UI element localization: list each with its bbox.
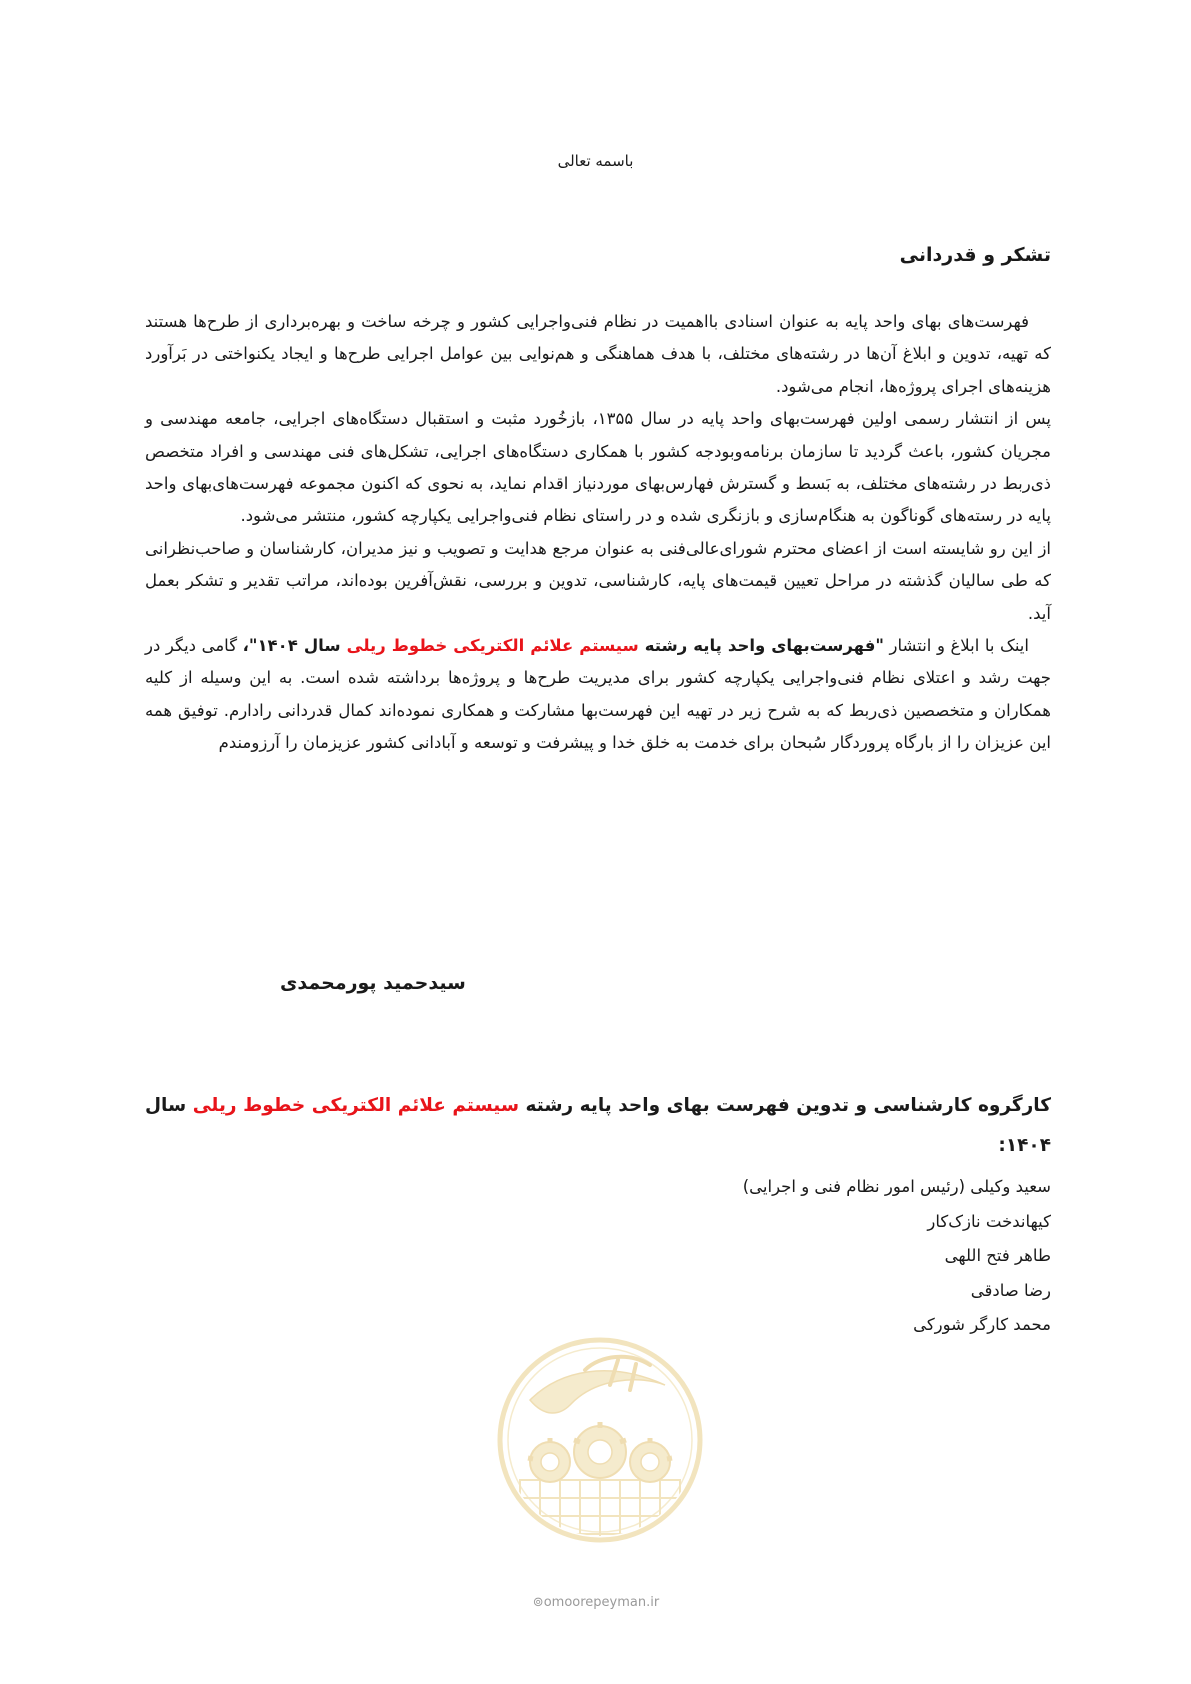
paragraph-3: از این رو شایسته است از اعضای محترم شورای‌عالی‌فنی به عنوان مرجع هدایت و تصویب و نیز مدیران، کارشناسان و صاحب‌نظرانی که طی سالیان گذشته در مراحل تعیین قیمت‌های پایه، کارشناسی، تدوین و بررسی، نقش‌آفرین بوده‌اند، مراتب تقدیر و تشکر بعمل آید. — [145, 538, 1051, 623]
member-item: طاهر فتح اللهی — [944, 1246, 1051, 1265]
member-item: کیهاندخت نازک‌کار — [927, 1211, 1051, 1231]
letter-body — [145, 240, 1051, 760]
paragraph-4 — [145, 630, 1051, 760]
workgroup-title-prefix: کارگروه کارشناسی و تدوین فهرست بهای واحد پایه رشته — [519, 1095, 1051, 1116]
workgroup-title — [145, 1086, 1051, 1166]
workgroup-title-year: سال ۱۴۰۴: — [145, 1095, 1051, 1156]
paragraph-4-bold-title: "فهرست‌بهای واحد پایه رشته — [638, 636, 884, 656]
watermark-logo-icon — [490, 1330, 710, 1620]
paragraph-4-discipline-name: سیستم علائم الکتریکی خطوط ریلی — [346, 636, 639, 656]
invocation-header: باسمه تعالی — [557, 152, 634, 170]
signatory-name: سیدحمید پورمحمدی — [280, 972, 466, 994]
paragraph-4-rest: گامی دیگر در جهت رشد و اعتلای نظام فنی‌واجرایی یکپارچه کشور برای مدیریت طرح‌ها و پروژه‌ها برداشته شده است. به این وسیله از کلیه همکاران و متخصصین ذی‌ربط که به شرح زیر در تهیه این فهرست‌بها مشارکت و همکاری نموده‌اند کمال قدردانی رادارم. توفیق همه این عزیزان را از بارگاه پروردگار سُبحان برای خدمت به خلق خدا و پیشرفت و توسعه و آبادانی کشور عزیزمان را آرزومندم — [145, 636, 1051, 753]
watermark-url: omoorepeyman.ir — [543, 1595, 660, 1610]
paragraph-4-intro: اینک با ابلاغ و انتشار — [883, 636, 1029, 656]
member-item: رضا صادقی — [970, 1280, 1051, 1300]
workgroup-member-list — [451, 1170, 1051, 1343]
acknowledgement-heading: تشکر و قدردانی — [899, 244, 1051, 266]
member-item: سعید وکیلی (رئیس امور نظام فنی و اجرایی) — [742, 1177, 1051, 1196]
paragraph-1: فهرست‌های بهای واحد پایه به عنوان اسنادی بااهمیت در نظام فنی‌واجرایی کشور و چرخه ساخت و بهره‌برداری از طرح‌ها هستند که تهیه، تدوین و ابلاغ آن‌ها در رشته‌های مختلف، با هدف هماهنگی و هم‌نوایی بین عوامل اجرایی طرح‌ها و ایجاد یکنواختی در بَرآورد هزینه‌های اجرای پروژه‌ها، انجام می‌شود. — [145, 312, 1051, 396]
paragraph-4-bold-year: سال ۱۴۰۴"، — [242, 636, 347, 656]
paragraph-2: پس از انتشار رسمی اولین فهرست‌بهای واحد پایه در سال ۱۳۵۵، بازخُورد مثبت و استقبال دستگاه‌های اجرایی، جامعه مهندسی و مجریان کشور، باعث گردید تا سازمان برنامه‌وبودجه کشور با همکاری دستگاه‌های اجرایی، تشکل‌های فنی مهندسی و افراد متخصص ذی‌ربط در رشته‌های مختلف، به بَسط و گسترش فهارس‌بهای موردنیاز اقدام نماید، به نحوی که اکنون مجموعه فهرست‌های‌بهای واحد پایه در رسته‌های گوناگون به هنگام‌سازی و بازنگری شده و در راستای نظام فنی‌واجرایی یکپارچه کشور، منتشر می‌شود. — [145, 409, 1051, 526]
watermark-caption: ⊚omoorepeyman.ir — [532, 1595, 660, 1610]
workgroup-title-discipline: سیستم علائم الکتریکی خطوط ریلی — [192, 1095, 520, 1116]
member-item: محمد کارگر شورکی — [913, 1315, 1051, 1334]
